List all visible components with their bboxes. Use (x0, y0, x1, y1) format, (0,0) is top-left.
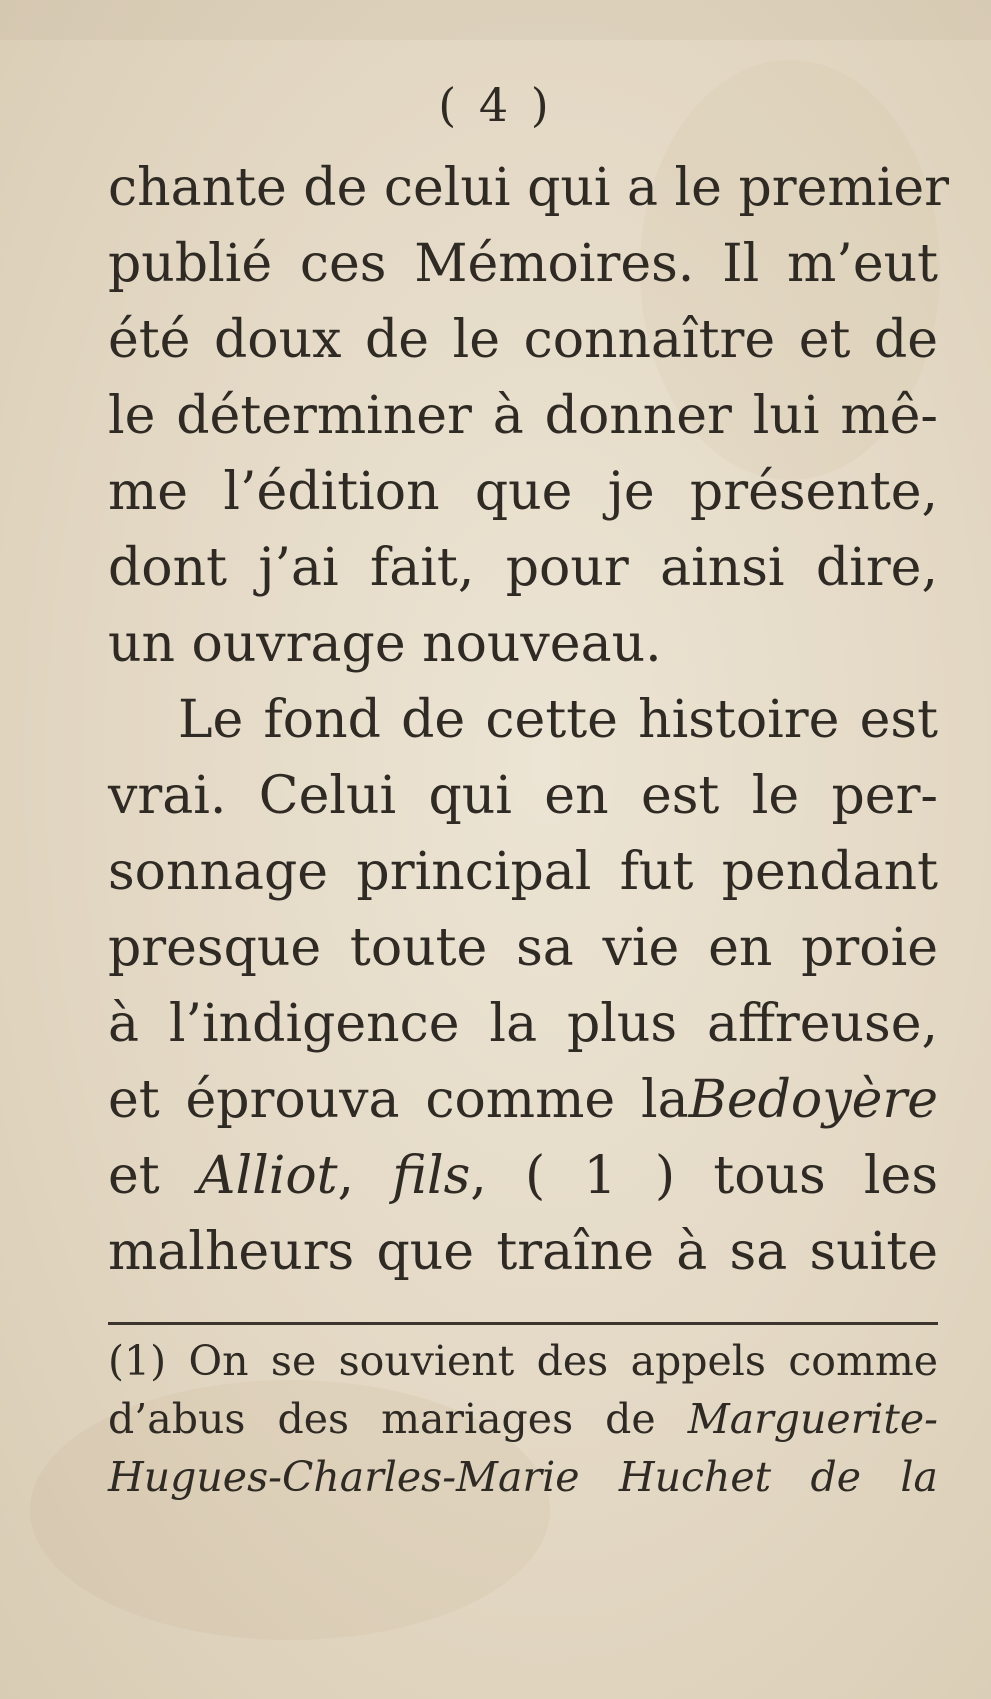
text-line: été doux de le connaître et de (108, 310, 938, 370)
text-line (108, 1138, 938, 1214)
italic-name: Bedoyère (688, 1070, 938, 1130)
text-line: malheurs que traîne à sa suite (108, 1222, 938, 1282)
footnote-line (108, 1390, 938, 1448)
text-line: le déterminer à donner lui mê- (108, 386, 938, 446)
footnote-rule (108, 1322, 938, 1325)
footnote-line (108, 1448, 938, 1506)
text-line: dont j’ai fait, pour ainsi dire, (108, 538, 938, 598)
text-line: un ouvrage nouveau. (108, 614, 662, 674)
text-line (108, 1062, 938, 1138)
text-line: sonnage principal fut pendant (108, 842, 938, 902)
italic-word: fils (392, 1146, 471, 1206)
page-number: ( 4 ) (438, 78, 553, 132)
footnote (108, 1332, 938, 1506)
italic-name: Alliot (197, 1146, 338, 1206)
text-line: presque toute sa vie en proie (108, 918, 938, 978)
text-line: chante de celui qui a le premier (108, 158, 949, 218)
text-span: d’abus des mariages de (108, 1395, 688, 1443)
text-span: , ( 1 ) tous les (470, 1146, 939, 1206)
text-line: publié ces Mémoires. Il m’eut (108, 234, 938, 294)
text-line: me l’édition que je présente, (108, 462, 938, 522)
page-top-shadow (0, 0, 991, 40)
text-span: et éprouva comme la (108, 1070, 689, 1130)
text-span: et (108, 1146, 198, 1206)
text-line: vrai. Celui qui en est le per- (108, 766, 938, 826)
footnote-line: (1) On se souvient des appels comme (108, 1337, 938, 1385)
italic-name: Marguerite- (687, 1395, 938, 1443)
text-line: à l’indigence la plus affreuse, (108, 994, 938, 1054)
italic-name: Hugues-Charles-Marie Huchet de la (108, 1453, 938, 1501)
main-text (108, 150, 949, 1290)
text-line: Le fond de cette histoire est (178, 690, 938, 750)
text-span: , (337, 1146, 393, 1206)
